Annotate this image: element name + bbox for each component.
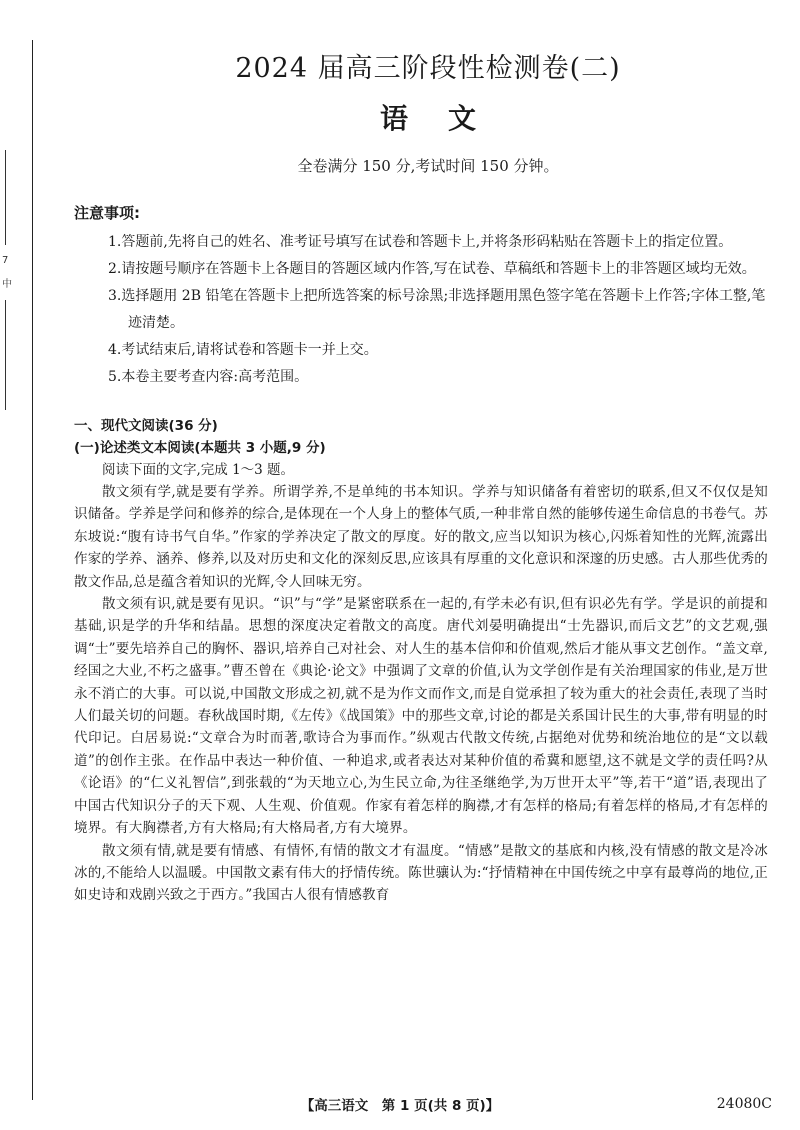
binding-line-lower	[5, 300, 6, 410]
notice-item: 4.考试结束后,请将试卷和答题卡一并上交。	[108, 342, 378, 358]
reading-instruction: 阅读下面的文字,完成 1～3 题。	[102, 462, 295, 478]
binding-mark-1: 7	[2, 255, 9, 266]
passage-paragraph: 散文须有识,就是要有见识。“识”与“学”是紧密联系在一起的,有学未必有识,但有识必先有学。学是识的前提和基础,识是学的升华和结晶。思想的深度决定着散文的高度。唐代刘晏明确提出“士先器识,而后文艺”的文艺观,强调“士”要先培养自己的胸怀、器识,培养自己对社会、对人生的基本信仰和价值观,然后才能从事文艺创作。“盖文章,经国之大业,不朽之盛事。”曹丕曾在《典论·论文》中强调了文章的价值,认为文学创作是有关治理国家的伟业,是万世永不消亡的大事。可以说,中国散文形成之初,就不是为作文而作文,而是自觉承担了较为重大的社会责任,表现了当时人们最关切的问题。春秋战国时期,《左传》《战国策》中的那些文章,讨论的都是关系国计民生的大事,带有明显的时代印记。白居易说:“文章合为时而著,歌诗合为事而作。”纵观古代散文传统,占据绝对优势和统治地位的是“文以载道”的创作主张。在作品中表达一种价值、一种追求,或者表达对某种价值的希冀和愿望,这不就是文学的责任吗?从《论语》的“仁义礼智信”,到张载的“为天地立心,为生民立命,为往圣继绝学,为万世开太平”等,若干“道”语,表现出了中国古代知识分子的天下观、人生观、价值观。作家有着怎样的胸襟,才有怎样的格局;有着怎样的格局,才有怎样的境界。有大胸襟者,方有大格局;有大格局者,方有大境界。	[74, 596, 768, 837]
sub-section-heading: (一)论述类文本阅读(本题共 3 小题,9 分)	[74, 440, 326, 456]
score-line: 全卷满分 150 分,考试时间 150 分钟。	[297, 157, 559, 175]
page-label: 【高三语文 第 1 页(共 8 页)】	[300, 1098, 500, 1114]
notice-list	[88, 229, 768, 391]
page-footer	[0, 1094, 800, 1118]
notice-item: 3.选择题用 2B 铅笔在答题卡上把所选答案的标号涂黑;非选择题用黑色签字笔在答题卡上作答;字体工整,笔迹清楚。	[108, 288, 766, 331]
binding-rule	[32, 40, 33, 1100]
binding-margin	[0, 0, 40, 1130]
exam-code: 24080C	[716, 1096, 772, 1112]
notice-title: 注意事项:	[74, 204, 140, 222]
exam-title: 2024 届高三阶段性检测卷(二)	[235, 53, 621, 84]
subject-title: 语文	[379, 102, 516, 135]
passage-paragraph: 散文须有情,就是要有情感、有情怀,有情的散文才有温度。“情感”是散文的基底和内核,没有情感的散文是冷冰冰的,不能给人以温暖。中国散文素有伟大的抒情传统。陈世骧认为:“抒情精神在中国传统之中享有最尊尚的地位,正如史诗和戏剧兴致之于西方。”我国古人很有情感教育	[74, 842, 768, 904]
passage-paragraph: 散文须有学,就是要有学养。所谓学养,不是单纯的书本知识。学养与知识储备有着密切的联系,但又不仅仅是知识储备。学养是学问和修养的综合,是体现在一个人身上的整体气质,一种非常自然的能够传递生命信息的书卷气。苏东坡说:“腹有诗书气自华。”作家的学养决定了散文的厚度。好的散文,应当以知识为核心,闪烁着知性的光辉,流露出作家的学养、涵养、修养,以及对历史和文化的深刻反思,应该具有厚重的文化意识和深邃的历史感。古人那些优秀的散文作品,总是蕴含着知识的光辉,令人回味无穷。	[74, 484, 768, 590]
notice-item: 5.本卷主要考查内容:高考范围。	[108, 369, 309, 385]
notice-item: 2.请按题号顺序在答题卡上各题目的答题区域内作答,写在试卷、草稿纸和答题卡上的非答题区域均无效。	[108, 261, 756, 277]
binding-mark-2: 中	[2, 279, 12, 290]
binding-line-upper	[5, 150, 6, 245]
notice-item: 1.答题前,先将自己的姓名、准考证号填写在试卷和答题卡上,并将条形码粘贴在答题卡上的指定位置。	[108, 234, 733, 250]
section-heading: 一、现代文阅读(36 分)	[74, 418, 218, 434]
exam-page	[74, 40, 768, 907]
